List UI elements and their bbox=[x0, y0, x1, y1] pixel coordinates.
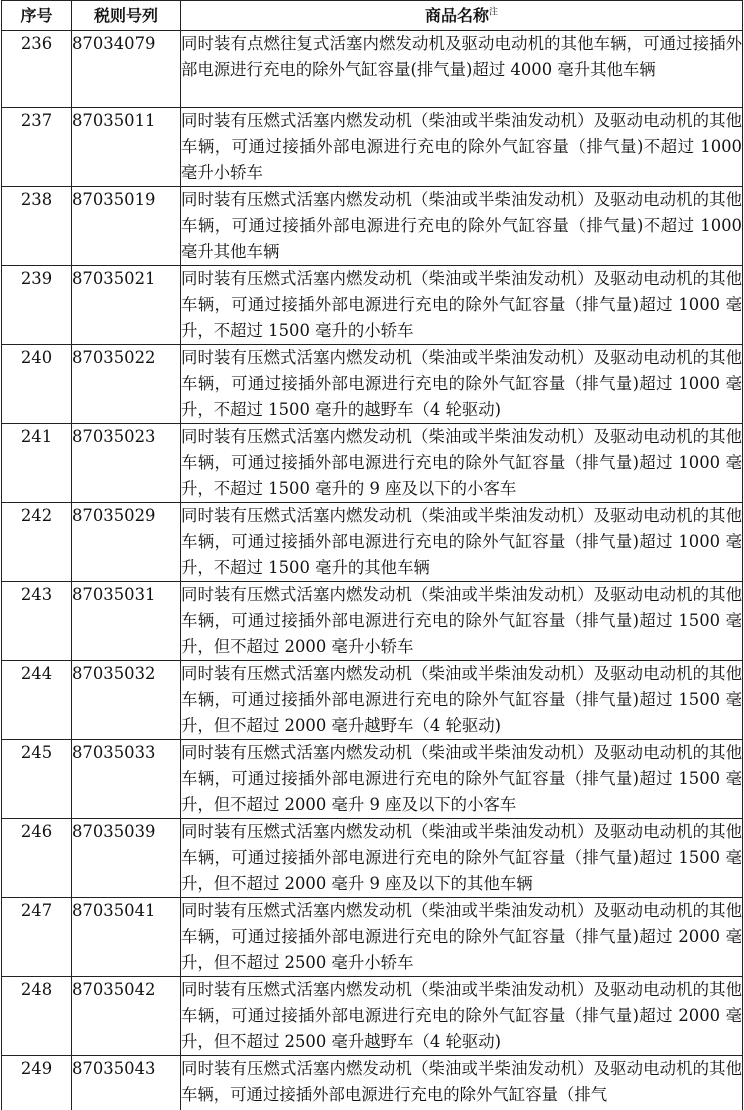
row-serial-number: 244 bbox=[2, 661, 72, 740]
row-serial-number: 249 bbox=[2, 1056, 72, 1110]
row-goods-description: 同时装有点燃往复式活塞内燃发动机及驱动电动机的其他车辆，可通过接插外部电源进行充电的除外气缸容量(排气量)超过 4000 毫升其他车辆 bbox=[181, 31, 743, 108]
row-goods-description: 同时装有压燃式活塞内燃发动机（柴油或半柴油发动机）及驱动电动机的其他车辆，可通过接插外部电源进行充电的除外气缸容量（排气 bbox=[181, 1056, 743, 1110]
row-goods-description: 同时装有压燃式活塞内燃发动机（柴油或半柴油发动机）及驱动电动机的其他车辆，可通过接插外部电源进行充电的除外气缸容量（排气量)超过 1500 毫升，但不超过 2000 毫升 9 座及以下的其他车辆 bbox=[181, 819, 743, 898]
row-goods-description: 同时装有压燃式活塞内燃发动机（柴油或半柴油发动机）及驱动电动机的其他车辆，可通过接插外部电源进行充电的除外气缸容量（排气量)超过 1500 毫升，但不超过 2000 毫升 9 座及以下的小客车 bbox=[181, 740, 743, 819]
row-serial-number: 246 bbox=[2, 819, 72, 898]
row-serial-number: 248 bbox=[2, 977, 72, 1056]
row-tariff-code: 87034079 bbox=[72, 31, 181, 108]
header-note-marker: 注 bbox=[489, 7, 499, 18]
table-row bbox=[2, 108, 743, 187]
table-row bbox=[2, 345, 743, 424]
table-row bbox=[2, 187, 743, 266]
row-goods-description: 同时装有压燃式活塞内燃发动机（柴油或半柴油发动机）及驱动电动机的其他车辆，可通过接插外部电源进行充电的除外气缸容量（排气量)超过 1500 毫升，但不超过 2000 毫升小轿车 bbox=[181, 582, 743, 661]
table-row bbox=[2, 266, 743, 345]
row-serial-number: 243 bbox=[2, 582, 72, 661]
row-serial-number: 247 bbox=[2, 898, 72, 977]
table-row bbox=[2, 424, 743, 503]
row-goods-description: 同时装有压燃式活塞内燃发动机（柴油或半柴油发动机）及驱动电动机的其他车辆，可通过接插外部电源进行充电的除外气缸容量（排气量)不超过 1000 毫升小轿车 bbox=[181, 108, 743, 187]
row-serial-number: 242 bbox=[2, 503, 72, 582]
row-tariff-code: 87035043 bbox=[72, 1056, 181, 1110]
table-row bbox=[2, 31, 743, 108]
table-row bbox=[2, 898, 743, 977]
row-tariff-code: 87035023 bbox=[72, 424, 181, 503]
row-serial-number: 238 bbox=[2, 187, 72, 266]
row-tariff-code: 87035029 bbox=[72, 503, 181, 582]
row-serial-number: 236 bbox=[2, 31, 72, 108]
row-tariff-code: 87035033 bbox=[72, 740, 181, 819]
row-tariff-code: 87035021 bbox=[72, 266, 181, 345]
row-tariff-code: 87035039 bbox=[72, 819, 181, 898]
table-row bbox=[2, 1056, 743, 1110]
row-tariff-code: 87035031 bbox=[72, 582, 181, 661]
table-row bbox=[2, 740, 743, 819]
row-tariff-code: 87035042 bbox=[72, 977, 181, 1056]
row-tariff-code: 87035041 bbox=[72, 898, 181, 977]
row-serial-number: 240 bbox=[2, 345, 72, 424]
table-row bbox=[2, 977, 743, 1056]
table-header bbox=[2, 1, 743, 31]
row-serial-number: 241 bbox=[2, 424, 72, 503]
row-tariff-code: 87035019 bbox=[72, 187, 181, 266]
header-serial-number: 序号 bbox=[2, 1, 72, 31]
table-row bbox=[2, 503, 743, 582]
row-goods-description: 同时装有压燃式活塞内燃发动机（柴油或半柴油发动机）及驱动电动机的其他车辆，可通过接插外部电源进行充电的除外气缸容量（排气量)超过 2000 毫升，但不超过 2500 毫升越野车（4 轮驱动) bbox=[181, 977, 743, 1056]
row-goods-description: 同时装有压燃式活塞内燃发动机（柴油或半柴油发动机）及驱动电动机的其他车辆，可通过接插外部电源进行充电的除外气缸容量（排气量)超过 1000 毫升，不超过 1500 毫升的小轿车 bbox=[181, 266, 743, 345]
row-serial-number: 239 bbox=[2, 266, 72, 345]
row-goods-description: 同时装有压燃式活塞内燃发动机（柴油或半柴油发动机）及驱动电动机的其他车辆，可通过接插外部电源进行充电的除外气缸容量（排气量)超过 1000 毫升，不超过 1500 毫升的越野车（4 轮驱动) bbox=[181, 345, 743, 424]
tariff-table bbox=[1, 0, 743, 1110]
row-serial-number: 245 bbox=[2, 740, 72, 819]
header-tariff-code: 税则号列 bbox=[72, 1, 181, 31]
header-row bbox=[2, 1, 743, 31]
row-goods-description: 同时装有压燃式活塞内燃发动机（柴油或半柴油发动机）及驱动电动机的其他车辆，可通过接插外部电源进行充电的除外气缸容量（排气量)超过 1000 毫升，不超过 1500 毫升的其他车辆 bbox=[181, 503, 743, 582]
row-goods-description: 同时装有压燃式活塞内燃发动机（柴油或半柴油发动机）及驱动电动机的其他车辆，可通过接插外部电源进行充电的除外气缸容量（排气量)超过 1000 毫升，不超过 1500 毫升的 9 座及以下的小客车 bbox=[181, 424, 743, 503]
row-serial-number: 237 bbox=[2, 108, 72, 187]
row-tariff-code: 87035022 bbox=[72, 345, 181, 424]
table-row bbox=[2, 582, 743, 661]
header-goods-name bbox=[181, 1, 743, 31]
row-tariff-code: 87035032 bbox=[72, 661, 181, 740]
row-goods-description: 同时装有压燃式活塞内燃发动机（柴油或半柴油发动机）及驱动电动机的其他车辆，可通过接插外部电源进行充电的除外气缸容量（排气量)不超过 1000 毫升其他车辆 bbox=[181, 187, 743, 266]
row-tariff-code: 87035011 bbox=[72, 108, 181, 187]
table-row bbox=[2, 819, 743, 898]
table-body bbox=[2, 31, 743, 1110]
header-goods-name-label: 商品名称 bbox=[424, 5, 489, 25]
table-row bbox=[2, 661, 743, 740]
row-goods-description: 同时装有压燃式活塞内燃发动机（柴油或半柴油发动机）及驱动电动机的其他车辆，可通过接插外部电源进行充电的除外气缸容量（排气量)超过 2000 毫升，但不超过 2500 毫升小轿车 bbox=[181, 898, 743, 977]
row-goods-description: 同时装有压燃式活塞内燃发动机（柴油或半柴油发动机）及驱动电动机的其他车辆，可通过接插外部电源进行充电的除外气缸容量（排气量)超过 1500 毫升，但不超过 2000 毫升越野车（4 轮驱动) bbox=[181, 661, 743, 740]
